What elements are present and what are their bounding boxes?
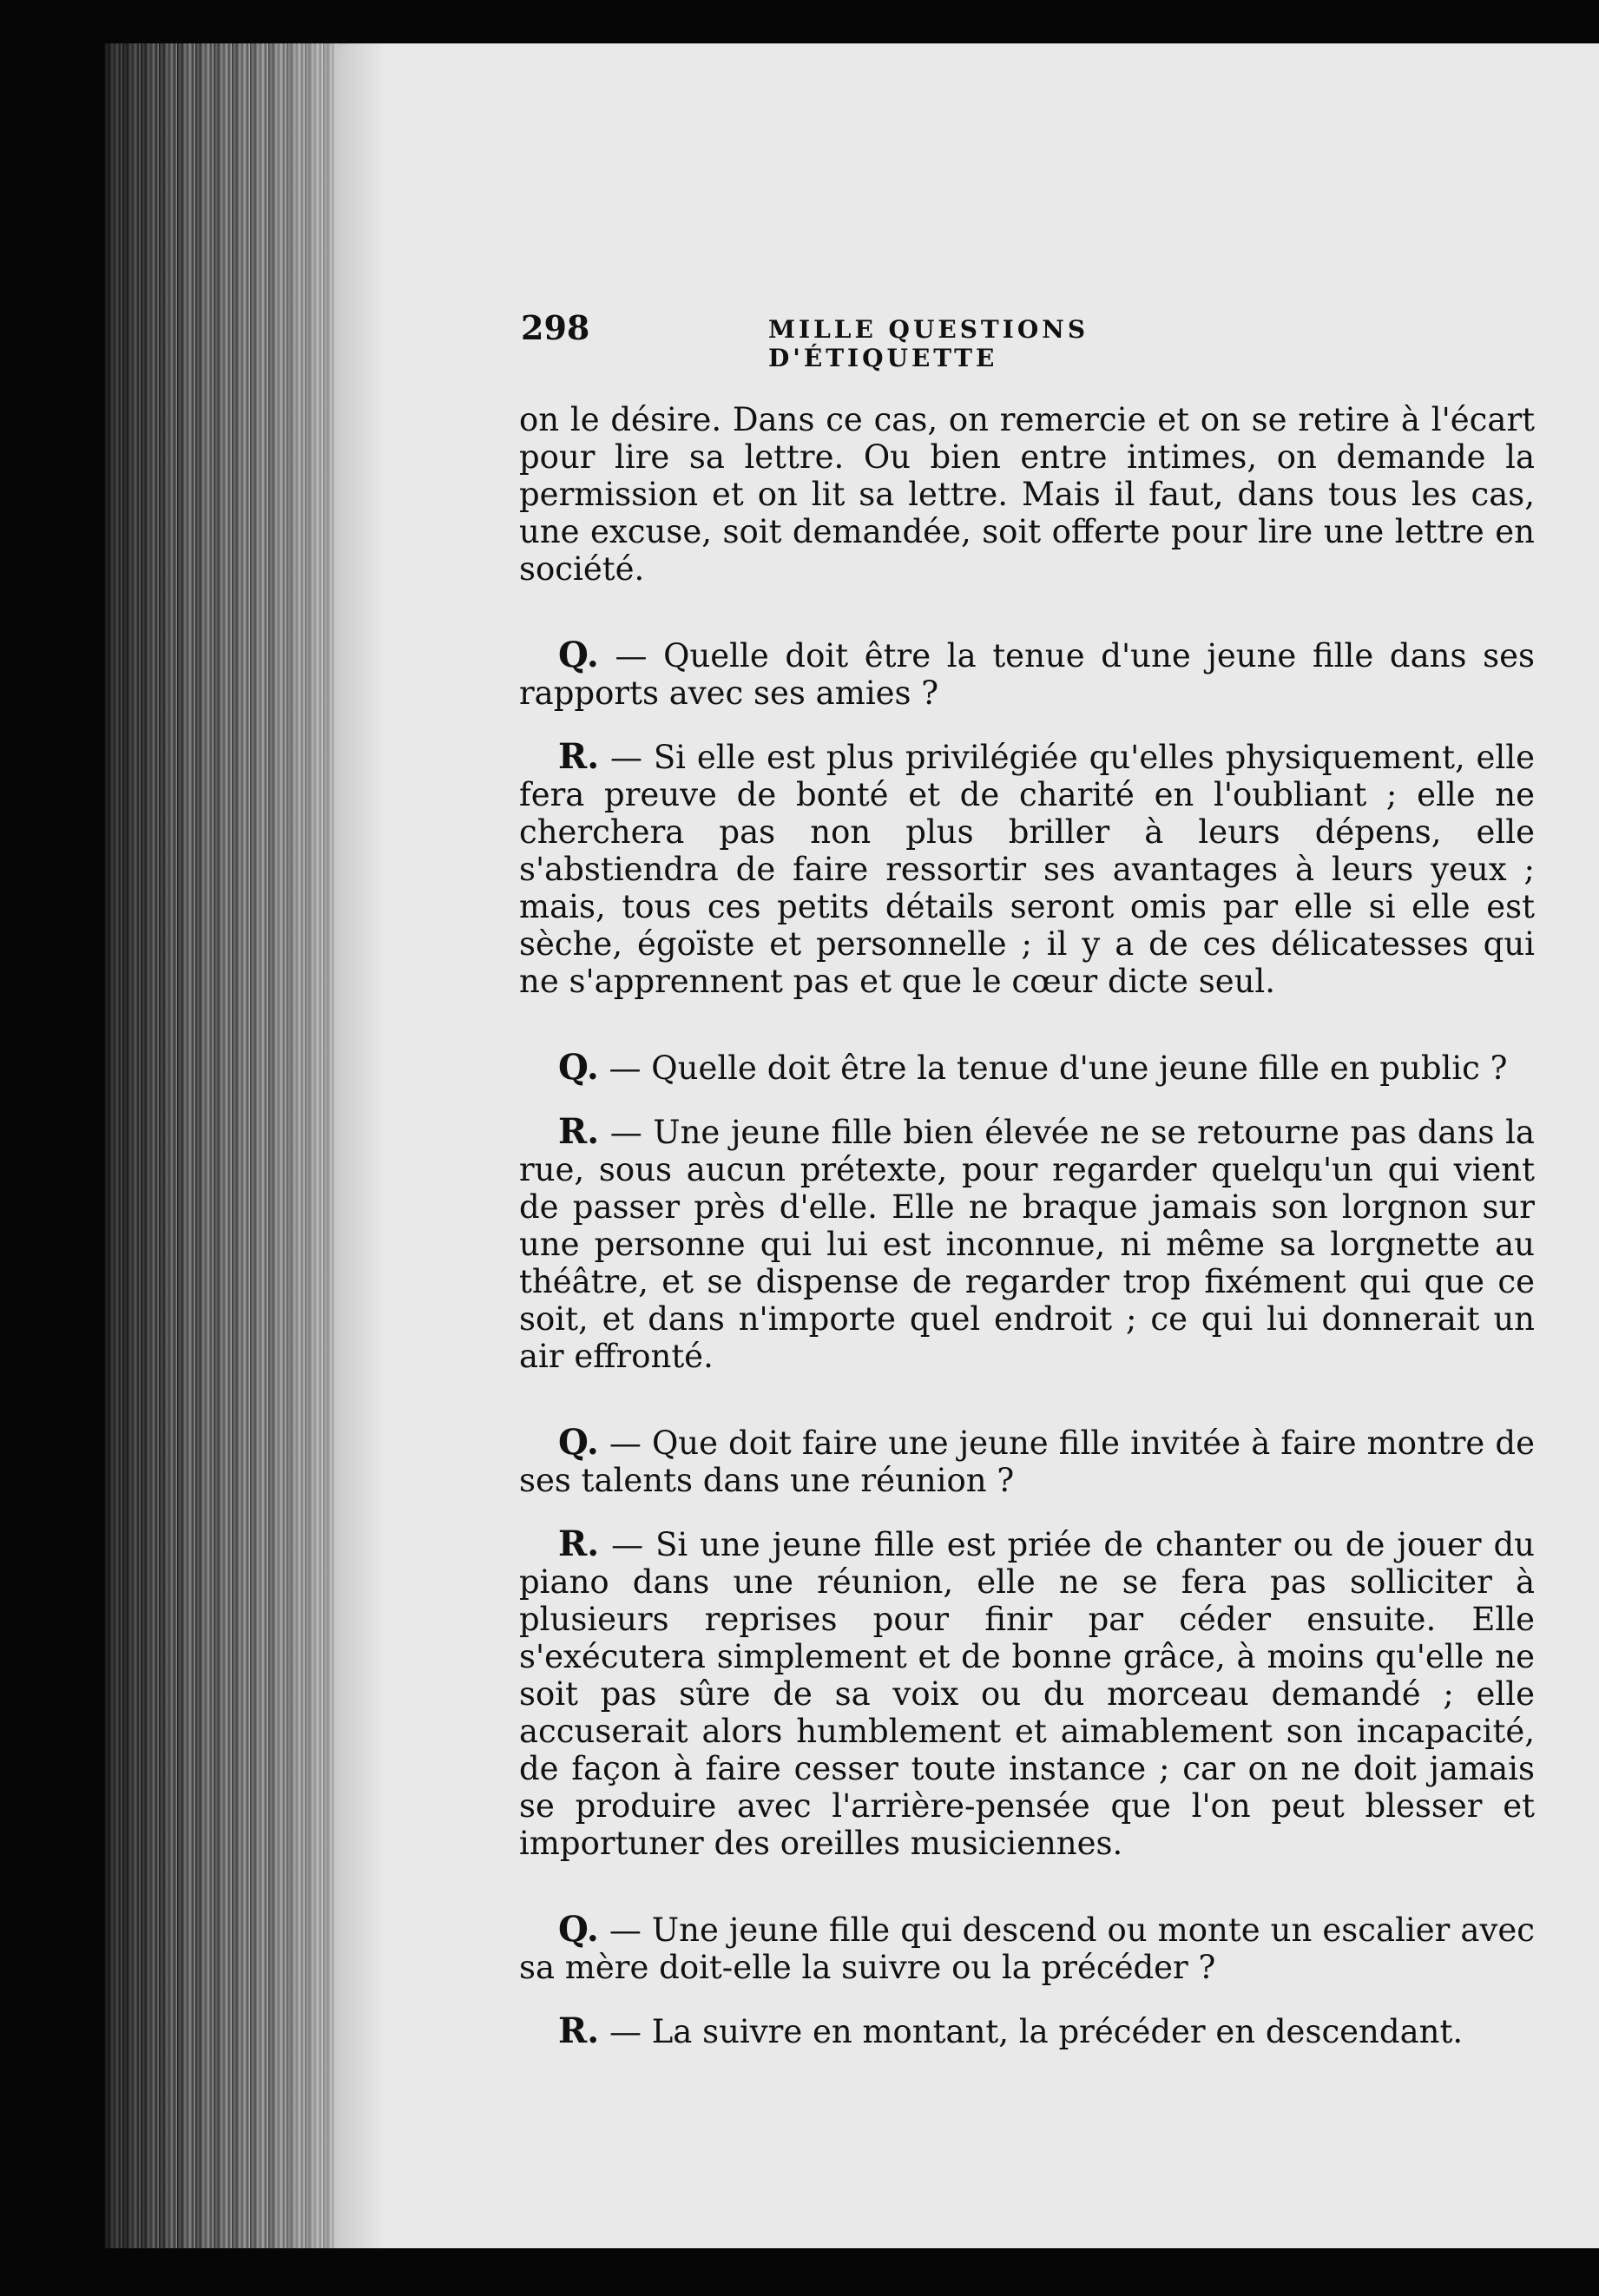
- answer-text: — La suivre en montant, la précéder en descendant.: [609, 2013, 1464, 2050]
- question-label: Q.: [558, 635, 599, 675]
- page-number: 298: [521, 308, 590, 347]
- question-text: — Quelle doit être la tenue d'une jeune fille en public ?: [609, 1049, 1508, 1087]
- question-text: — Que doit faire une jeune fille invitée à faire montre de ses talents dans une réunion ?: [519, 1424, 1535, 1499]
- book-page-edges: [104, 43, 347, 2248]
- answer-text: — Une jeune fille bien élevée ne se retourne pas dans la rue, sous aucun prétexte, pour regarder quelqu'un qui vient de passer près d'elle. Elle ne braque jamais son lorgnon sur une personne qui lui est inconnue, ni même sa lorgnette au théâtre, et se dispense de regarder trop fixément qui que ce soit, et dans n'importe quel endroit ; ce qui lui donnerait un air effronté.: [519, 1114, 1535, 1375]
- answer-paragraph: [519, 1113, 1535, 1375]
- answer-paragraph: [519, 1525, 1535, 1862]
- running-title: MILLE QUESTIONS D'ÉTIQUETTE: [768, 315, 1089, 372]
- question-text: — Une jeune fille qui descend ou monte un escalier avec sa mère doit-elle la suivre ou la précéder ?: [519, 1911, 1535, 1986]
- answer-label: R.: [558, 1523, 600, 1564]
- question-text: — Quelle doit être la tenue d'une jeune fille dans ses rapports avec ses amies ?: [519, 637, 1535, 712]
- answer-text: — Si une jeune fille est priée de chanter ou de jouer du piano dans une réunion, elle ne se fera pas solliciter à plusieurs reprises pour finir par céder ensuite. Elle s'exécutera simplement et de bonne grâce, à moins qu'elle ne soit pas sûre de sa voix ou du morceau demandé ; elle accuserait alors humblement et aimablement son incapacité, de façon à faire cesser toute instance ; car on ne doit jamais se produire avec l'arrière-pensée que l'on peut blesser et importuner des oreilles musiciennes.: [519, 1526, 1535, 1862]
- question-label: Q.: [558, 1909, 599, 1950]
- question-label: Q.: [558, 1422, 599, 1463]
- continuation-paragraph: on le désire. Dans ce cas, on remercie et on se retire à l'écart pour lire sa lettre. Ou bien entre intimes, on demande la permission et on lit sa lettre. Mais il faut, dans tous les cas, une excuse, soit demandée, soit offerte pour lire une lettre en société.: [519, 401, 1535, 588]
- answer-label: R.: [558, 736, 600, 777]
- answer-text: — Si elle est plus privilégiée qu'elles physiquement, elle fera preuve de bonté et de charité en l'oubliant ; elle ne cherchera pas non plus briller à leurs dépens, elle s'abstiendra de faire ressortir ses avantages à leurs yeux ; mais, tous ces petits détails seront omis par elle si elle est sèche, égoïste et personnelle ; il y a de ces délicatesses qui ne s'apprennent pas et que le cœur dicte seul.: [519, 739, 1535, 1000]
- question-label: Q.: [558, 1047, 599, 1088]
- question-paragraph: [519, 636, 1535, 712]
- page-header: [521, 308, 1319, 372]
- answer-paragraph: [519, 2012, 1535, 2050]
- question-paragraph: [519, 1049, 1535, 1087]
- question-paragraph: [519, 1911, 1535, 1986]
- question-paragraph: [519, 1424, 1535, 1499]
- answer-label: R.: [558, 1111, 600, 1152]
- text-block: [519, 401, 1535, 2050]
- answer-paragraph: [519, 738, 1535, 1000]
- answer-label: R.: [558, 2010, 600, 2051]
